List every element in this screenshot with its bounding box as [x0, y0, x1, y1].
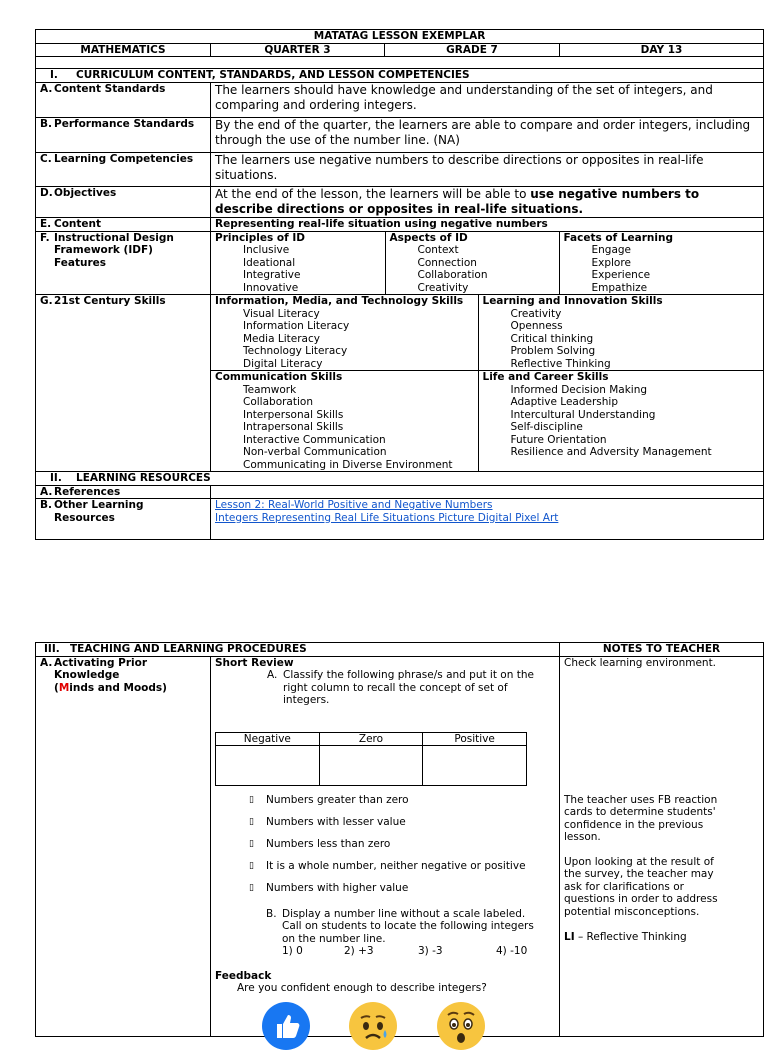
objectives-text: [211, 187, 764, 218]
integer-item: 4) -10: [496, 945, 528, 957]
list-item: Visual Literacy: [243, 307, 320, 320]
checkbox-icon: ▯: [249, 860, 254, 871]
note-fb-cards: The teacher uses FB reaction cards to determine students' confidence in the previous lesson.: [564, 793, 718, 843]
integer-item: 3) -3: [418, 945, 443, 957]
instruction-a-text: Classify the following phrase/s and put it on the right column to recall the concept of set of integers.: [283, 669, 534, 706]
row-letter: D.: [40, 187, 53, 199]
phrase-text: Numbers less than zero: [266, 837, 391, 850]
objectives-bold: use negative numbers to describe directions or opposites in real-life situations.: [215, 187, 700, 216]
spacer-row: [36, 57, 764, 69]
note-reflective-thinking: [564, 931, 687, 944]
performance-standards-label: [36, 118, 211, 153]
checkbox-icon: ▯: [249, 816, 254, 827]
list-item: Openness: [510, 320, 563, 332]
performance-standards-text: By the end of the quarter, the learners are able to compare and order integers, including through the use of the number line. (NA): [211, 118, 764, 153]
learning-competencies-label: [36, 153, 211, 187]
row-letter: A.: [40, 83, 53, 95]
instruction-a: [215, 669, 543, 707]
negative-cell[interactable]: [216, 746, 320, 786]
list-item: Collaboration: [417, 269, 488, 281]
list-item: Innovative: [243, 281, 299, 294]
row-label: References: [54, 485, 121, 498]
list-item: Critical thinking: [510, 332, 594, 345]
curriculum-table: [35, 82, 764, 540]
note-li-text: – Reflective Thinking: [574, 930, 687, 943]
idf-features: [211, 231, 764, 295]
lis-head: Learning and Innovation Skills: [482, 295, 663, 307]
classification-table: [215, 732, 527, 787]
instruction-b-text: Display a number line without a scale labeled. Call on students to locate the following integers on the number line.: [282, 907, 534, 945]
section-1-title: CURRICULUM CONTENT, STANDARDS, AND LESSON COMPETENCIES: [76, 69, 470, 81]
list-item: Self-discipline: [510, 421, 583, 433]
list-item: Digital Literacy: [243, 357, 323, 370]
list-item: Creativity: [417, 281, 469, 294]
phrase-item[interactable]: [211, 882, 560, 904]
phrase-item[interactable]: [211, 860, 560, 882]
checkbox-icon: ▯: [249, 794, 254, 805]
list-item: Reflective Thinking: [510, 357, 611, 370]
mm-letter: M: [58, 681, 70, 694]
row-letter: C.: [40, 153, 52, 165]
activating-prior-knowledge-label: [36, 656, 211, 1036]
list-item: Context: [417, 244, 459, 256]
row-label: 21st Century Skills: [54, 295, 166, 307]
imt-head: Information, Media, and Technology Skills: [215, 295, 464, 307]
short-review-heading: Short Review: [215, 656, 294, 669]
day-cell: DAY 13: [560, 43, 764, 57]
references-text: [211, 485, 764, 499]
principles-head: Principles of ID: [215, 231, 305, 244]
lis-skills: [478, 295, 764, 371]
idf-label: [36, 231, 211, 295]
list-item: Intrapersonal Skills: [243, 421, 344, 433]
section-2-title: LEARNING RESOURCES: [76, 472, 211, 484]
list-item: Connection: [417, 256, 477, 269]
facets-head: Facets of Learning: [563, 231, 673, 244]
zero-cell[interactable]: [319, 746, 423, 786]
row-label: Content Standards: [54, 83, 166, 95]
feedback-block: [215, 970, 487, 995]
references-label: [36, 485, 211, 499]
pixel-art-link[interactable]: Integers Representing Real Life Situations Picture Digital Pixel Art: [215, 511, 559, 524]
notes-content: [560, 656, 764, 1036]
row-label: Performance Standards: [54, 118, 195, 130]
zero-header: Zero: [319, 732, 423, 746]
life-skills: [478, 371, 764, 472]
row-letter: A.: [40, 656, 53, 669]
section-2-num: II.: [50, 472, 62, 484]
note-li: LI: [564, 930, 575, 943]
comm-skills: [211, 371, 478, 472]
row-label: Learning Competencies: [54, 153, 194, 165]
notes-heading: NOTES TO TEACHER: [560, 643, 764, 657]
instruction-a-letter: A.: [267, 669, 278, 681]
list-item: Information Literacy: [243, 320, 350, 332]
row-label: Activating Prior Knowledge: [54, 656, 148, 681]
imt-skills: [211, 295, 478, 371]
mm-rest: inds and Moods): [69, 681, 167, 694]
comm-head: Communication Skills: [215, 371, 343, 383]
activity-content: [211, 656, 560, 1036]
learning-competencies-text: The learners use negative numbers to describe directions or opposites in real-life situations.: [211, 153, 764, 187]
instruction-b-letter: B.: [266, 907, 277, 920]
list-item: Future Orientation: [510, 433, 607, 446]
row-letter: B.: [40, 499, 52, 511]
life-head: Life and Career Skills: [482, 371, 609, 383]
objectives-plain: At the end of the lesson, the learners will be able to: [215, 187, 531, 201]
objectives-label: [36, 187, 211, 218]
section-3-num: III.: [44, 643, 60, 655]
list-item: Problem Solving: [510, 345, 596, 357]
other-resources-label: [36, 499, 211, 540]
grade-cell: GRADE 7: [385, 43, 560, 57]
section-1-heading: [36, 69, 764, 83]
phrase-item[interactable]: [211, 794, 560, 816]
quarter-cell: QUARTER 3: [211, 43, 385, 57]
lesson-2-link[interactable]: Lesson 2: Real-World Positive and Negative Numbers: [215, 499, 493, 511]
checkbox-icon: ▯: [249, 838, 254, 849]
21st-century-label: [36, 295, 211, 472]
section-3-title: TEACHING AND LEARNING PROCEDURES: [70, 643, 307, 655]
list-item: Technology Literacy: [243, 345, 348, 357]
positive-header: Positive: [423, 732, 527, 746]
procedures-table: [35, 642, 764, 1037]
aspects-head: Aspects of ID: [389, 231, 468, 244]
integer-item: 2) +3: [344, 945, 374, 957]
list-item: Teamwork: [243, 383, 297, 396]
facets-col: [559, 232, 764, 295]
list-item: Resilience and Adversity Management: [510, 446, 712, 458]
principles-col: [211, 232, 385, 295]
list-item: Integrative: [243, 269, 301, 281]
feedback-heading: Feedback: [215, 969, 272, 982]
list-item: Engage: [591, 244, 632, 256]
list-item: Ideational: [243, 256, 296, 269]
list-item: Explore: [591, 256, 631, 269]
21st-century-skills: [211, 295, 764, 472]
list-item: Inclusive: [243, 244, 290, 256]
phrase-item[interactable]: [211, 816, 560, 838]
phrase-item[interactable]: [211, 838, 560, 860]
phrase-text: It is a whole number, neither negative or positive: [266, 859, 526, 872]
negative-header: Negative: [216, 732, 320, 746]
phrase-text: Numbers greater than zero: [266, 793, 409, 806]
list-item: Adaptive Leadership: [510, 396, 619, 408]
note-clarifications: Upon looking at the result of the survey, the teacher may ask for clarifications or questions in order to address potential misconceptions.: [564, 855, 718, 918]
phrase-text: Numbers with higher value: [266, 881, 409, 894]
row-label: Content: [54, 218, 102, 230]
list-item: Interactive Communication: [243, 433, 386, 446]
row-letter: F.: [40, 231, 50, 244]
list-item: Experience: [591, 269, 651, 281]
row-letter: B.: [40, 118, 52, 130]
phrase-list: [211, 794, 560, 904]
list-item: Intercultural Understanding: [510, 408, 656, 421]
instruction-b: [266, 907, 542, 958]
wow-face-icon[interactable]: [437, 1002, 485, 1050]
row-letter: G.: [40, 295, 53, 307]
row-letter: A.: [40, 485, 53, 498]
list-item: Non-verbal Communication: [243, 446, 387, 458]
phrase-text: Numbers with lesser value: [266, 815, 406, 828]
thumbs-up-icon[interactable]: [262, 1002, 310, 1050]
list-item: Empathize: [591, 281, 648, 294]
content-standards-label: [36, 83, 211, 118]
checkbox-icon: ▯: [249, 882, 254, 893]
doc-title: MATATAG LESSON EXEMPLAR: [36, 30, 764, 44]
feedback-question: Are you confident enough to describe integers?: [237, 982, 487, 994]
subject-cell: MATHEMATICS: [36, 43, 211, 57]
other-resources-links: [211, 499, 764, 540]
positive-cell[interactable]: [423, 746, 527, 786]
row-label: Instructional Design Framework (IDF) Features: [54, 231, 174, 269]
aspects-col: [385, 232, 559, 295]
section-2-heading: [36, 472, 764, 486]
integer-item: 1) 0: [282, 945, 303, 957]
list-item: Interpersonal Skills: [243, 408, 344, 421]
note-check-environment: Check learning environment.: [564, 656, 717, 669]
section-1-num: I.: [50, 69, 58, 81]
list-item: Communicating in Diverse Environment: [243, 458, 453, 471]
content-text: Representing real-life situation using negative numbers: [211, 218, 764, 232]
content-standards-text: The learners should have knowledge and understanding of the set of integers, and comparing and ordering integers.: [211, 83, 764, 118]
row-letter: E.: [40, 218, 52, 230]
row-label: Objectives: [54, 187, 117, 199]
mm-open: (: [54, 681, 59, 694]
sad-face-icon[interactable]: [349, 1002, 397, 1050]
integer-list: [282, 945, 542, 958]
list-item: Creativity: [510, 307, 562, 320]
row-label: Other Learning Resources: [54, 499, 144, 524]
list-item: Media Literacy: [243, 332, 320, 345]
lesson-overview-table: [35, 29, 764, 83]
list-item: Informed Decision Making: [510, 383, 648, 396]
section-3-heading: [36, 643, 560, 657]
content-label: [36, 218, 211, 232]
list-item: Collaboration: [243, 396, 313, 408]
